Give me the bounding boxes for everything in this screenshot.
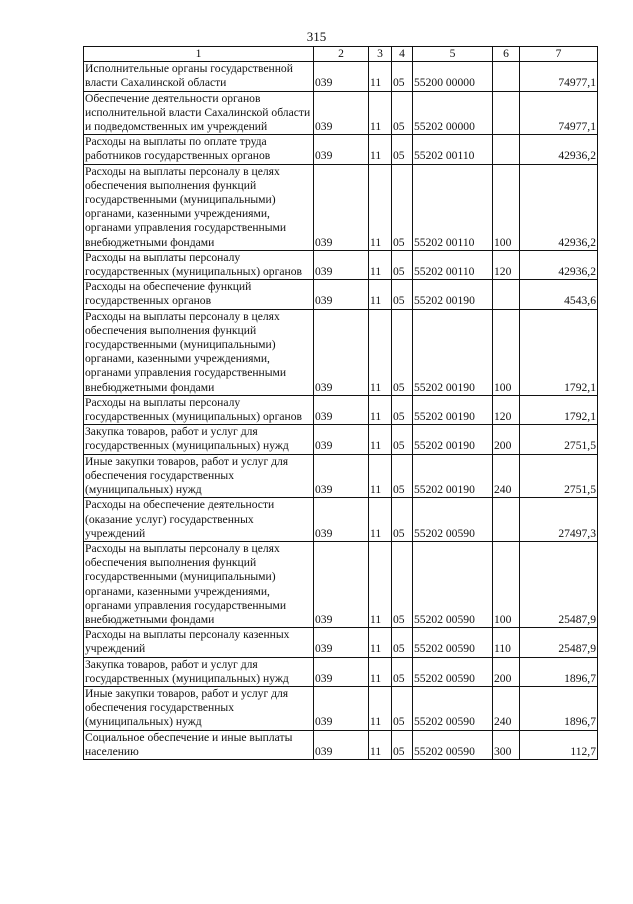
item-name-cell: Закупка товаров, работ и услуг для государственных (муниципальных) нужд [84, 657, 314, 686]
subsection-code-cell: 05 [392, 164, 413, 250]
subsection-code-cell: 05 [392, 686, 413, 730]
header-cell: 7 [520, 47, 598, 62]
table-row [84, 164, 598, 250]
table-row [84, 309, 598, 395]
item-name-cell: Обеспечение деятельности органов исполнительной власти Сахалинской области и подведомственных им учреждений [84, 91, 314, 135]
expense-kind-code-cell [493, 62, 520, 91]
table-body [84, 62, 598, 760]
amount-cell: 2751,5 [520, 425, 598, 454]
header-row [84, 47, 598, 62]
section-code-cell: 11 [369, 164, 392, 250]
section-code-cell: 11 [369, 686, 392, 730]
target-article-code-cell: 55202 00590 [413, 628, 493, 657]
table-row [84, 395, 598, 424]
item-name-cell: Иные закупки товаров, работ и услуг для обеспечения государственных (муниципальных) нужд [84, 686, 314, 730]
subsection-code-cell: 05 [392, 280, 413, 309]
item-name-cell: Расходы на выплаты персоналу казенных учреждений [84, 628, 314, 657]
subsection-code-cell: 05 [392, 425, 413, 454]
target-article-code-cell: 55202 00000 [413, 91, 493, 135]
subsection-code-cell: 05 [392, 91, 413, 135]
target-article-code-cell: 55202 00590 [413, 730, 493, 759]
table-row [84, 498, 598, 542]
section-code-cell: 11 [369, 280, 392, 309]
subsection-code-cell: 05 [392, 309, 413, 395]
subsection-code-cell: 05 [392, 135, 413, 164]
ministry-code-cell: 039 [314, 62, 369, 91]
section-code-cell: 11 [369, 541, 392, 627]
section-code-cell: 11 [369, 395, 392, 424]
expense-kind-code-cell: 120 [493, 250, 520, 279]
amount-cell: 1896,7 [520, 657, 598, 686]
table-row [84, 135, 598, 164]
expense-kind-code-cell [493, 498, 520, 542]
table-row [84, 250, 598, 279]
amount-cell: 74977,1 [520, 62, 598, 91]
ministry-code-cell: 039 [314, 309, 369, 395]
subsection-code-cell: 05 [392, 250, 413, 279]
header-cell: 3 [369, 47, 392, 62]
amount-cell: 4543,6 [520, 280, 598, 309]
item-name-cell: Расходы на выплаты персоналу в целях обеспечения выполнения функций государственными (муниципальными) органами, казенными учреждениями, органами управления государственными внебюджетными фондами [84, 309, 314, 395]
expense-kind-code-cell: 100 [493, 309, 520, 395]
target-article-code-cell: 55202 00590 [413, 498, 493, 542]
expense-kind-code-cell: 200 [493, 425, 520, 454]
section-code-cell: 11 [369, 250, 392, 279]
target-article-code-cell: 55202 00110 [413, 164, 493, 250]
ministry-code-cell: 039 [314, 541, 369, 627]
header-cell: 4 [392, 47, 413, 62]
header-cell: 1 [84, 47, 314, 62]
table-row [84, 425, 598, 454]
ministry-code-cell: 039 [314, 250, 369, 279]
ministry-code-cell: 039 [314, 135, 369, 164]
expense-kind-code-cell: 200 [493, 657, 520, 686]
target-article-code-cell: 55202 00190 [413, 280, 493, 309]
subsection-code-cell: 05 [392, 628, 413, 657]
section-code-cell: 11 [369, 730, 392, 759]
ministry-code-cell: 039 [314, 628, 369, 657]
page-number: 315 [306, 29, 327, 44]
section-code-cell: 11 [369, 91, 392, 135]
amount-cell: 2751,5 [520, 454, 598, 498]
expense-kind-code-cell: 100 [493, 164, 520, 250]
table-row [84, 686, 598, 730]
amount-cell: 42936,2 [520, 250, 598, 279]
ministry-code-cell: 039 [314, 686, 369, 730]
ministry-code-cell: 039 [314, 425, 369, 454]
subsection-code-cell: 05 [392, 657, 413, 686]
subsection-code-cell: 05 [392, 395, 413, 424]
ministry-code-cell: 039 [314, 730, 369, 759]
item-name-cell: Закупка товаров, работ и услуг для государственных (муниципальных) нужд [84, 425, 314, 454]
header-cell: 5 [413, 47, 493, 62]
item-name-cell: Расходы на обеспечение функций государственных органов [84, 280, 314, 309]
subsection-code-cell: 05 [392, 730, 413, 759]
item-name-cell: Расходы на выплаты персоналу в целях обеспечения выполнения функций государственными (муниципальными) органами, казенными учреждениями, органами управления государственными внебюджетными фондами [84, 541, 314, 627]
expense-kind-code-cell: 120 [493, 395, 520, 424]
section-code-cell: 11 [369, 309, 392, 395]
amount-cell: 1792,1 [520, 309, 598, 395]
subsection-code-cell: 05 [392, 62, 413, 91]
target-article-code-cell: 55202 00110 [413, 135, 493, 164]
table-row [84, 541, 598, 627]
target-article-code-cell: 55202 00190 [413, 395, 493, 424]
target-article-code-cell: 55202 00190 [413, 425, 493, 454]
amount-cell: 74977,1 [520, 91, 598, 135]
header-cell: 2 [314, 47, 369, 62]
section-code-cell: 11 [369, 498, 392, 542]
section-code-cell: 11 [369, 425, 392, 454]
amount-cell: 42936,2 [520, 135, 598, 164]
item-name-cell: Социальное обеспечение и иные выплаты населению [84, 730, 314, 759]
expense-kind-code-cell [493, 135, 520, 164]
table-row [84, 91, 598, 135]
table-row [84, 730, 598, 759]
item-name-cell: Расходы на обеспечение деятельности (оказание услуг) государственных учреждений [84, 498, 314, 542]
section-code-cell: 11 [369, 454, 392, 498]
target-article-code-cell: 55202 00590 [413, 686, 493, 730]
amount-cell: 27497,3 [520, 498, 598, 542]
amount-cell: 25487,9 [520, 541, 598, 627]
subsection-code-cell: 05 [392, 454, 413, 498]
ministry-code-cell: 039 [314, 395, 369, 424]
target-article-code-cell: 55202 00590 [413, 657, 493, 686]
item-name-cell: Расходы на выплаты персоналу государственных (муниципальных) органов [84, 395, 314, 424]
amount-cell: 1896,7 [520, 686, 598, 730]
table-row [84, 657, 598, 686]
expense-kind-code-cell: 240 [493, 454, 520, 498]
target-article-code-cell: 55200 00000 [413, 62, 493, 91]
item-name-cell: Расходы на выплаты персоналу государственных (муниципальных) органов [84, 250, 314, 279]
target-article-code-cell: 55202 00190 [413, 309, 493, 395]
ministry-code-cell: 039 [314, 657, 369, 686]
subsection-code-cell: 05 [392, 541, 413, 627]
amount-cell: 42936,2 [520, 164, 598, 250]
amount-cell: 1792,1 [520, 395, 598, 424]
section-code-cell: 11 [369, 135, 392, 164]
ministry-code-cell: 039 [314, 164, 369, 250]
target-article-code-cell: 55202 00190 [413, 454, 493, 498]
table-row [84, 62, 598, 91]
subsection-code-cell: 05 [392, 498, 413, 542]
expense-kind-code-cell [493, 91, 520, 135]
item-name-cell: Исполнительные органы государственной власти Сахалинской области [84, 62, 314, 91]
table-row [84, 454, 598, 498]
expense-kind-code-cell: 100 [493, 541, 520, 627]
table-row [84, 280, 598, 309]
section-code-cell: 11 [369, 628, 392, 657]
ministry-code-cell: 039 [314, 498, 369, 542]
expense-kind-code-cell [493, 280, 520, 309]
budget-table [83, 46, 598, 760]
header-cell: 6 [493, 47, 520, 62]
expense-kind-code-cell: 300 [493, 730, 520, 759]
amount-cell: 25487,9 [520, 628, 598, 657]
amount-cell: 112,7 [520, 730, 598, 759]
target-article-code-cell: 55202 00590 [413, 541, 493, 627]
item-name-cell: Расходы на выплаты по оплате труда работников государственных органов [84, 135, 314, 164]
expense-kind-code-cell: 110 [493, 628, 520, 657]
section-code-cell: 11 [369, 657, 392, 686]
target-article-code-cell: 55202 00110 [413, 250, 493, 279]
ministry-code-cell: 039 [314, 280, 369, 309]
ministry-code-cell: 039 [314, 91, 369, 135]
expense-kind-code-cell: 240 [493, 686, 520, 730]
table-row [84, 628, 598, 657]
ministry-code-cell: 039 [314, 454, 369, 498]
item-name-cell: Иные закупки товаров, работ и услуг для обеспечения государственных (муниципальных) нужд [84, 454, 314, 498]
item-name-cell: Расходы на выплаты персоналу в целях обеспечения выполнения функций государственными (муниципальными) органами, казенными учреждениями, органами управления государственными внебюджетными фондами [84, 164, 314, 250]
section-code-cell: 11 [369, 62, 392, 91]
